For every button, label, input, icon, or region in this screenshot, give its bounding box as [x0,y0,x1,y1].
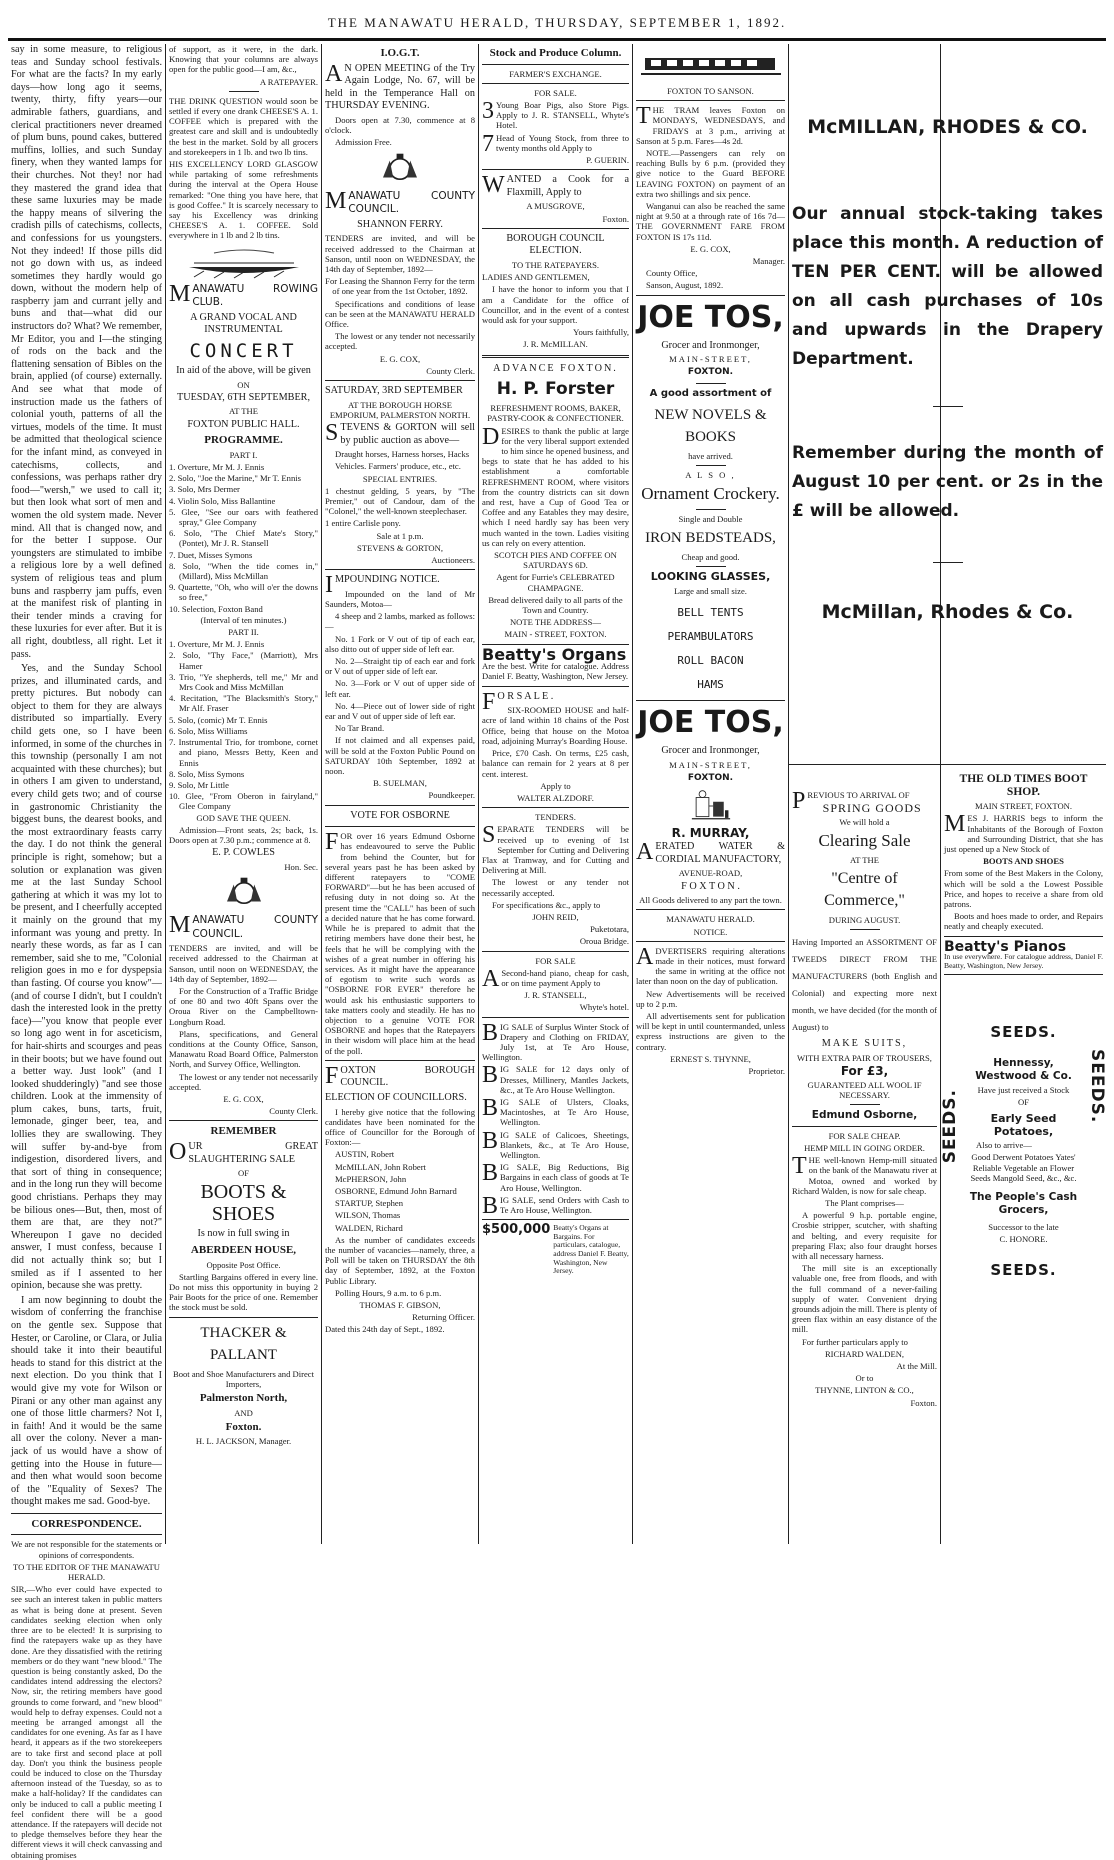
list-item: 8. Solo, Miss Symons [169,768,245,779]
joe-tos-town: FOXTON. [687,367,734,378]
ad-text: Opposite Post Office. [206,1259,281,1270]
joe-tos-subtitle: Grocer and Ironmonger, [661,339,760,351]
tender-text: EPARATE TENDERS will be received up to evening of 1st September for Cutting and Delivering Flax at Tramway, and for Cutting and Delivering at Mill. [482,824,629,876]
ad-text: Good Derwent Potatoes Yates' Reliable Vegetable an Flower Seeds Mangold Seed, &c., &c. [970,1152,1077,1183]
signature: E. G. COX, [690,243,731,254]
old-times-text: ES J. HARRIS begs to inform the Inhabitants of the Borough of Foxton and Surrounding District, that she has just opened up a New Stock of [944,813,1103,854]
tender-text: The lowest or any tender not necessarily accepted. [482,877,629,898]
list-item: 4. Violin Solo, Miss Ballantine [169,495,276,506]
election-text: I have the honor to inform you that I am a Candidate for the office of Councillor, and in the event of a contest would ask for your support. [482,284,629,326]
concert-date: TUESDAY, 6TH SEPTEMBER, [176,391,311,403]
murray-subtitle: ERATED WATER & CORDIAL MANUFACTORY, [655,841,785,865]
election-heading: BOROUGH COUNCIL ELECTION. [506,232,605,257]
impounding-text: No. 1 Fork or V out of tip of each ear, also ditto out of upper side of left ear. [325,633,475,654]
signature-title: Manager. [752,256,785,267]
signature: A RATEPAYER. [259,76,318,87]
auction-subheading: SPECIAL ENTRIES. [362,473,438,484]
spring-goods: SPRING GOODS [822,801,922,816]
clearing-sale-title: Clearing Sale [818,831,911,850]
list-item: WALDEN, Richard [335,1222,403,1233]
list-item: 5. Glee, "See our oars with feathered spray," Glee Company [169,506,318,528]
tender-text: The lowest or any tender not necessarily accepted. [169,1071,318,1092]
coat-of-arms-icon [214,876,274,910]
ad-item: PERAMBULATORS [667,630,754,644]
list-item: 9. Solo, Mr Little [169,779,229,790]
signature-title: Proprietor. [748,1066,785,1077]
list-item: 1. Overture, Mr M. J. Ennis [169,639,265,650]
old-times-heading: THE OLD TIMES BOOT SHOP. [959,773,1088,798]
old-times-text: From some of the Best Makers in the Colony, which will be sold a the Lowest Possible Price, and hopes to receive a share from old patrons. [944,868,1103,910]
programme-heading: PROGRAMME. [204,434,283,447]
election-text: Yours faithfully, [573,327,629,338]
election-text: Polling Hours, 9 a.m. to 6 p.m. [335,1287,442,1298]
tram-heading: FOXTON TO SANSON. [667,86,754,96]
for-sale-heading: O R S A L E . [497,690,554,702]
drop-cap: M [169,280,191,307]
ad-text: We will hold a [839,816,890,827]
hennessy-title: Hennessy, Westwood & Co. [975,1057,1072,1082]
divider [11,1513,162,1514]
notice-text: All advertisements sent for publication will be kept in until countermanded, unless express instructions are given to the contrary. [636,1011,785,1052]
auction-item: Vehicles. Farmers' produce, etc., etc. [335,461,461,472]
election-text: I hereby give notice that the following candidates have been nominated for the office of Councillor for the Borough of Foxton:— [325,1106,475,1148]
signature-title: Hon. Sec. [284,861,318,872]
list-item: 7. Instrumental Trio, for trombone, cornet and piano, Messrs Betty, Keen and Ennis [169,737,318,768]
big-sale-text: IG SALE of Surplus Winter Stock of Drapery and Clothing on FRIDAY, July 1st, at Te Aro House, Wellington. [482,1021,629,1063]
forster-subtitle: REFRESHMENT ROOMS, BAKER, PASTRY-COOK & CONFECTIONER. [487,403,624,424]
aerated-water-machine-icon [656,789,766,823]
concert-text: In aid of the above, will be given [176,365,311,377]
list-item: WILSON, Thomas [335,1210,401,1221]
joe-tos-address: MAIN-STREET, [669,354,752,365]
signature: J. R. McMILLAN. [523,339,588,350]
tenders-heading: TENDERS. [535,812,576,823]
forster-text: NOTE THE ADDRESS— [509,617,602,628]
list-item: 2. Solo, "Joe the Marine," Mr T. Ennis [169,473,302,484]
list-item: 2. Solo, "Thy Face," (Marriott), Mrs Hamer [169,650,318,671]
centre-title: "Centre of Commerce," [824,870,905,910]
signature: STEVENS & GORTON, [357,542,443,553]
hemp-heading: HEMP MILL IN GOING ORDER. [804,1143,925,1153]
notice-heading: NOTICE. [693,926,728,937]
mcmillan-title: McMillan, Rhodes & Co. [821,601,1074,623]
part-heading: PART I. [229,449,258,460]
mcmillan-text: Remember during the month of August 10 per cent. or 2s in the £ will be allowed. [792,443,1103,521]
seeds-title: SEEDS. [990,1260,1057,1279]
ad-text: Single and Double [678,514,743,525]
council-heading: ANAWATU COUNTY COUNCIL. [192,913,318,940]
tender-text: For Leasing the Shannon Ferry for the term of one year from the 1st October, 1892. [325,276,475,297]
tender-text: The lowest or any tender not necessarily accepted. [325,331,475,352]
auction-text: Sale at 1 p.m. [376,530,424,541]
tender-text: TENDERS are invited, and will be received addressed to the Chairman at Sanson, until noon on WEDNESDAY, the 14th day of September, 1892— [325,233,475,274]
column-2: of support, as it were, in the dark. Knowing that your columns are always open for the public good—I am, &c., A RATEPAYER. THE DRINK QUESTION would soon be settled if every one drank CHEESE'S A. 1. COFFEE which is prepared with the greatest care and skill and is undoubtedly the best in the market. Sold by all grocers and storekeepers in 1 lb. and two lb tins. HIS EXCELLENCY LORD GLASGOW while partaking of some refreshments during the interval at the Opera House remarked: "One thing you have here, that is good Coffee." It is scarcely necessary to say his Excellency was drinking CHEESE'S A. 1. COFFEE. Sold everywhere in 1 lb and 2 lb tins. MANAWATU ROWING CLUB. A GRAND VOCAL AND INSTRUMENTAL CONCERT In aid of the above, will be given ON TUESDAY, 6TH SEPTEMBER, AT THE FOXTON PUBLIC HALL. PROGRAMME. PART I. 1. Overture, Mr M. J. Ennis 2. Solo, "Joe the Marine," Mr T. Ennis 3. Solo, Mrs Dermer 4. Violin Solo, Miss Ballantine 5. Glee, "See our oars with feathered spray," Glee Company 6. Solo, "The Chief Mate's Story," (Pontet), Mr J. R. Stansell 7. Duet, Misses Symons 8. Solo, "When the tide comes in," (Millard), Miss McMillan 9. Quartette, "Oh, who will o'er the downs so free," 10. Selection, Foxton Band (Interval of ten minutes.) PART II. 1. Overture, Mr M. J. Ennis 2. Solo, "Thy Face," (Marriott), Mrs Hamer 3. Trio, "Ye shepherds, tell me," Mr and Mrs Cook and Miss McMillan 4. Recitation, "The Blacksmith's Story," Mr Alf. Fraser 5. Solo, (comic) Mr T. Ennis 6. Solo, Miss Williams 7. Instrumental Trio, for trombone, cornet and piano, Messrs Betty, Keen and Ennis 8. Solo, Miss Symons 9. Solo, Mr Little 10. Glee, "From Oberon in fairyland," Glee Company GOD SAVE THE QUEEN. Admission—Front seats, 2s; back, 1s. Doors open at 7.30 p.m.; commence at 8. E. P. COWLES Hon. Sec. MANAWATU COUNTY COUNCIL. TENDERS are invited, and will be received addressed to the Chairman at Sanson, until noon on WEDNESDAY, the 14th day of September, 1892— For the Construction of a Traffic Bridge of one 80 and two 40ft Spans over the Oroua River on the Campbelltown-Longburn Road. Plans, specifications, and General conditions at the County Office, Sanson, Manawatu Road Board Office, Palmerston North, and Survey Office, Wellington. The lowest or any tender not necessarily accepted. E. G. COX, County Clerk. REMEMBER OUR GREAT SLAUGHTERING SALE OF BOOTS & SHOES Is now in full swing in ABERDEEN HOUSE, Opposite Post Office. Startling Bargains offered in every line. Do not miss this opportunity in buying 2 Pair Boots for the price of one. Remember the stock must be sold. THACKER & PALLANT Boot and Shoe Manufacturers and Direct Importers, Palmerston North, AND Foxton. H. L. JACKSON, Manager. [169,44,318,1447]
ad-text: OF [238,1168,249,1179]
forster-text: Agent for Furrie's CELEBRATED CHAMPAGNE. [496,572,615,593]
ad-text: Have just received a Stock [977,1084,1070,1095]
ad-text: C. HONORE. [999,1234,1048,1245]
ad-item: ROLL BACON [677,654,744,668]
notice-text: New Advertisements will be received up to 2 p.m. [636,988,785,1009]
ad-text: Successor to the late [988,1222,1059,1233]
forster-text: SCOTCH PIES AND COFFEE ON SATURDAYS 6D. [494,550,617,571]
list-item: 6. Solo, "The Chief Mate's Story," (Pontet), Mr J. R. Stansell [169,528,318,549]
column-1 [8,44,165,1860]
signature-title: Auctioneers. [431,555,475,566]
signature-title: At the Mill. [896,1361,937,1372]
hemp-text: HE well-known Hemp-mill situated on the bank of the Manawatu river at Motoa, owned and worked by Richard Walden, is now for sale cheap. [792,1155,937,1196]
ad-text: OF [1018,1096,1029,1107]
list-item: 3. Trio, "Ye shepherds, tell me," Mr and Mrs Cook and Miss McMillan [169,671,318,693]
signature-title: Poundkeeper. [428,790,475,801]
seeds-vertical-label: SEEDS. [1087,1049,1107,1124]
auction-venue: AT THE BOROUGH HORSE EMPORIUM, PALMERSTON NORTH. [329,399,471,420]
election-subheading: TO THE RATEPAYERS. [511,260,600,270]
impounding-text: No Tar Brand. [335,723,385,734]
hemp-text: The mill site is an exceptionally valuable one, free from floods, and with the full command of a never-failing supply of water. Convenient drying grounds adjoin the mill. There is plenty of green flax within an easy distance of the mill. [792,1263,937,1335]
signature: E. G. COX, [223,1093,264,1104]
meeting-text: N OPEN MEETING of the Try Again Lodge, No. 67, will be held in the Temperance Hall on THURSDAY EVENING. [325,62,475,112]
ad-text: A L S O , [685,469,736,480]
impounding-text: Impounded on the land of Mr Saunders, Motoa— [325,588,475,610]
vote-heading: VOTE FOR OSBORNE [350,809,450,821]
election-heading: ELECTION OF COUNCILLORS. [325,1091,467,1103]
joe-tos-address: MAIN-STREET, [669,759,752,770]
boots-shoes-title: BOOTS & SHOES [200,1181,287,1226]
signature: JOHN REID, [532,911,579,922]
beatty-organs-title: Beatty's Organs [482,644,627,664]
ad-text: Is now in full swing in [197,1228,290,1240]
signature-title: Returning Officer. [412,1312,475,1323]
ad-text: GUARANTEED ALL WOOL IF NECESSARY. [807,1079,922,1100]
list-item: 10. Selection, Foxton Band [169,603,263,614]
coffee-ad: THE DRINK QUESTION would soon be settled if every one drank CHEESE'S A. 1. COFFEE which is prepared with the greatest care and skill and is undoubtedly the best in the market. Sold by all grocers and storekeepers in 1 lb. and two lb tins. [169,95,318,157]
store-location: Palmerston North, [199,1391,288,1404]
auction-date: SATURDAY, 3RD SEPTEMBER [325,385,463,396]
old-times-text: Boots and hoes made to order, and Repairs neatly and cheaply executed. [944,911,1103,932]
novels-title: NEW NOVELS & BOOKS [654,406,767,445]
mcmillan-text: Our annual stock-taking takes place this month. A reduction of TEN PER CENT. will be allowed on all cash purchases of 10s and upwards in the Drapery Department. [792,204,1103,369]
election-text: LADIES AND GENTLEMEN, [482,272,590,283]
big-sale-text: IG SALE of Calicoes, Sheetings, Blankets, &c., at Te Aro House, Wellington. [500,1129,629,1160]
column-7: THE OLD TIMES BOOT SHOP. MAIN STREET, FOXTON. MES J. HARRIS begs to inform the Inhabitants of the Borough of Foxton and Surrounding District, that she has just opened up a New Stock of BOOTS AND SHOES From some of the Best Makers in the Colony, which will be sold a the Lowest Possible Price, and hopes to receive a share from old patrons. Boots and hoes made to order, and Repairs neatly and cheaply executed. Beatty's Pianos In use everywhere. For catalogue address, Daniel F. Beatty, Washington, New Jersey. SEEDS. SEEDS. SEEDS. Hennessy, Westwood & Co. Have just received a Stock OF Early Seed Potatoes, Also to arrive— Good Derwent Potatoes Yates' Reliable Vegetable an Flower Seeds Mangold Seed, &c., &c. The People's Cash Grocers, Successor to the late C. HONORE. SEEDS. [941,770,1106,1544]
signature-title: Foxton. [602,213,629,224]
concert-title: CONCERT [189,340,298,363]
programme-list [169,462,318,614]
big-sale-text: IG SALE, Big Reductions, Big Bargains in each class of goods at Te Aro House, Wellington. [500,1162,629,1193]
signature: ERNEST S. THYNNE, [670,1053,751,1064]
impounding-text: 4 sheep and 2 lambs, marked as follows:— [325,611,475,632]
ferry-heading: SHANNON FERRY. [357,218,443,230]
concert-subheading: A GRAND VOCAL AND INSTRUMENTAL [190,311,297,336]
programme-list [169,639,318,811]
grocers-title: The People's Cash Grocers, [969,1191,1078,1216]
stock-text: Young Boar Pigs, also Store Pigs. Apply to J. R. STANSELL, Whyte's Hotel. [496,100,629,131]
anthem: GOD SAVE THE QUEEN. [196,812,291,823]
joe-tos-title: JOE TOS, [637,299,784,335]
council-heading: ANAWATU COUNTY COUNCIL. [348,189,475,216]
list-item: 7. Duet, Misses Symons [169,549,253,560]
list-item: 4. Recitation, "The Blacksmith's Story," Mr Alf. Fraser [169,693,318,714]
house-text: Price, £70 Cash. On terms, £25 cash, balance can remain for 2 years at 8 per cent. interest. [482,748,629,779]
ad-text: A good assortment of [649,388,772,400]
list-item: 6. Solo, Miss Williams [169,725,248,736]
page-header-title: THE MANAWATU HERALD, THURSDAY, SEPTEMBER 1, 1892. [327,15,787,30]
signature-title: Puketotara, [590,924,629,935]
header-rule [8,38,1106,41]
forster-text: ESIRES to thank the public at large for the very liberal support extended to him since he opened business, and begs to state that he has added to his establishment a comfortable REFRESHMENT ROOM, where visitors from the country districts can sit down and rest, have a Cup of Good Tea or Coffee and any Eatables they may desire, which I need hardly say has been very much wanted in the town. Ladies visiting us can rely on every attention. [482,425,629,548]
signature-title: County Clerk. [426,365,475,376]
hemp-text: The Plant comprises— [825,1198,904,1209]
column-6: PREVIOUS TO ARRIVAL OF SPRING GOODS We will hold a Clearing Sale AT THE "Centre of Commerce," DURING AUGUST. Having Imported an ASSORTMENT OF TWEEDS DIRECT FROM THE MANUFACTURERS (both English and Colonial) and expecting more next month, we have decided (for the month of August) to MAKE SUITS, WITH EXTRA PAIR OF TROUSERS, For £3, GUARANTEED ALL WOOL IF NECESSARY. Edmund Osborne, FOR SALE CHEAP. HEMP MILL IN GOING ORDER. THE well-known Hemp-mill situated on the bank of the Manawatu river at Motoa, owned and worked by Richard Walden, is now for sale cheap. The Plant comprises— A powerful 9 h.p. portable engine, Crosbie stripper, scutcher, with shafting and belting, and every requisite for preparing Flax; also four draught horses with all necessary harness. The mill site is an exceptionally valuable one, free from floods, and with the full command of a never-failing supply of water. Convenient drying grounds adjoin the mill. There is plenty of green flax within an easy distance of the mill. For further particulars apply to RICHARD WALDEN, At the Mill. Or to THYNNE, LINTON & CO., Foxton. [792,788,937,1408]
seeds-vertical-label: SEEDS. [940,1089,960,1164]
letter-address: TO THE EDITOR OF THE MANAWATU HERALD. [13,1561,160,1583]
signature: P. GUERIN. [586,155,629,166]
ad-text: All Goods delivered to any part the town. [639,895,782,906]
tender-text: For specifications &c., apply to [492,899,601,910]
for-sale-heading: FOR SALE CHEAP. [828,1130,901,1141]
concert-venue: FOXTON PUBLIC HALL. [187,418,300,430]
signature: E. G. COX, [379,353,421,364]
signature: A MUSGROVE, [526,201,585,212]
list-item: 9. Quartette, "Oh, who will o'er the downs so free," [169,582,318,603]
admission-text: Admission—Front seats, 2s; back, 1s. Doors open at 7.30 p.m.; commence at 8. [169,824,318,845]
sale-heading: UR GREAT SLAUGHTERING SALE [188,1140,318,1165]
joe-tos-subtitle: Grocer and Ironmonger, [661,745,760,757]
seeds-ad [940,979,1107,1399]
tram-icon [641,48,781,82]
ad-text: Startling Bargains offered in every line. Do not miss this opportunity in buying 2 Pair Boots for the price of one. Remember the stock must be sold. [169,1271,318,1313]
impounding-text: No. 2—Straight tip of each ear and fork or V out of upper side of left ear. [325,656,475,677]
forster-address: MAIN - STREET, FOXTON. [504,629,607,640]
iogt-heading: I.O.G.T. [380,47,420,59]
stock-text: Head of Young Stock, from three to twenty months old Apply to [496,132,629,153]
signature: THYNNE, LINTON & CO., [815,1385,914,1396]
exchange-heading: FARMER'S EXCHANGE. [509,68,602,79]
herald-heading: MANAWATU HERALD. [666,914,755,925]
signature-title: Whyte's hotel. [579,1002,629,1013]
ad-item: HAMS [697,678,724,692]
ad-heading: ADVANCE FOXTON. [493,362,618,374]
concert-text: ON [237,379,250,390]
letter-body: SIR,—Who ever could have expected to see such an interest taken in public matters as what is being done at present. Seven candidates seeking election when only three are to be elected! It is surprising to find the ratepayers wake up as they have done. Are they dissatisfied with the retiring members or do they want "new blood." The question is being constantly asked, Do the candidates intend addressing the electors? Now, sir, the retiring members have good grounds to come forward, and "new blood" would help to defray expenses. Could not a meeting be arranged amongst all the candidates for one evening. As far as I have heard, it appears as if the two storekeepers are to take first and second place at poll day. Don't you think the business people could be induced to close on the Thursday afternoon instead of the Tuesday, so as to make a half-holiday? If the candidates can only be induced to call a public meeting I feel confident there will be a good attendance. If the ratepayers will decide not to pledge themselves before they hear the different views it will check canvassing and obtaining promises [11,1584,162,1860]
edmund-osborne-title: Edmund Osborne, [811,1109,918,1122]
list-item: OSBORNE, Edmund John Barnard [335,1185,457,1196]
ad-text: have arrived. [688,450,733,461]
election-text: As the number of candidates exceeds the number of vacancies—namely, three, a Poll will be taken on THURSDAY the 8th day of September, 1892, at the Foxton Public Library. [325,1234,475,1286]
tram-text: Wanganui can also be reached the same night at 9.50 at a through rate of 16s 7d—THE GOVERNMENT FARE FROM FOXTON IS 17s 11d. [636,201,785,242]
notice-text: DVERTISERS requiring alterations made in their notices, must forward the same in writing at the office not later than noon on the day of publication. [636,945,785,987]
big-sale-text: IG SALE for 12 days only of Dresses, Millinery, Mantles Jackets, &c., at Te Aro House Wellington. [500,1064,629,1095]
signature: RICHARD WALDEN, [824,1348,905,1359]
essay-paragraph: say in some measure, to religious teas and Sunday school festivals. For what are the facts? In my early days—how long ago it seems, twenty, thirty, fifty years—our admirable fathers, guardians, and clerical practitioners never dreamed of plum buns, pound cakes, buttered muffins, lollies, and such Sunday finery, when they wanted lamps for their churches. Not they! nor had they mastered the grand idea that these same luxuries may be made the happy means of silvering the cradish pills of catechisms, collects, and confessions for us youngsters. Not they indeed! If those pills did not go down with us, as indeed sometimes they hardly would go down, without the modern help of raspberry jam and currant jelly and buns and that—what did our instructors do? What? We remember, Mr Editor, you and I—the stinging of rods on the back and the flattening sensation of Bibles on the brain, applied (of course) externally. And see what that mode of instruction made us the fathers of colonial youth, patterns of all the virtues, models of the time. It must be admitted that theological science for the infant mind, as conveyed in catechisms, collects, and confessions, was perhaps rather dry food—"wersh," we used to call it; but then look what sort of men and women the old system made. Never mind. All that is changed now, and for the better I suppose. Our youngsters are stimulated to imbibe a religious lore by a well defined system of religious teas and plum buns and raspberry jam puffs, even at the manifest risk of planting in their tender minds a craving for these luxuries for ever after. But it is all right, doubtless, all right. Let it pass. [11,44,162,660]
crockery-title: Ornament Crockery. [641,484,780,504]
correspondence-heading: CORRESPONDENCE. [31,1517,142,1530]
auction-item: Draught horses, Harness horses, Hacks [335,449,470,460]
column-3: I.O.G.T. A N OPEN MEETING of the Try Again Lodge, No. 67, will be held in the Temperance Hall on THURSDAY EVENING. Doors open at 7.30, commence at 8 o'clock. Admission Free. MANAWATU COUNTY COUNCIL. SHANNON FERRY. TENDERS are invited, and will be received addressed to the Chairman at Sanson, until noon on WEDNESDAY, the 14th day of September, 1892— For Leasing the Shannon Ferry for the term of one year from the 1st October, 1892. Specifications and conditions of lease can be seen at the MANAWATU HERALD Office. The lowest or any tender not necessarily accepted. E. G. COX, County Clerk. SATURDAY, 3RD SEPTEMBER AT THE BOROUGH HORSE EMPORIUM, PALMERSTON NORTH. STEVENS & GORTON will sell by public auction as above— Draught horses, Harness horses, Hacks Vehicles. Farmers' produce, etc., etc. SPECIAL ENTRIES. 1 chestnut gelding, 5 years, by "The Premier," out of Candour, dam of the "Colonel," the well-known steeplechaser. 1 entire Carlisle pony. Sale at 1 p.m. STEVENS & GORTON, Auctioneers. IMPOUNDING NOTICE. Impounded on the land of Mr Saunders, Motoa— 4 sheep and 2 lambs, marked as follows:— No. 1 Fork or V out of tip of each ear, also ditto out of upper side of left ear. No. 2—Straight tip of each ear and fork or V out of upper side of left ear. No. 3—Fork or V out of upper side of left ear. No. 4—Piece out of lower side of right ear and V out of upper side of left ear. No Tar Brand. If not claimed and all expenses paid, will be sold at the Foxton Public Pound on SATURDAY 10th September, 1892 at noon. B. SUELMAN, Poundkeeper. VOTE FOR OSBORNE FOR over 16 years Edmund Osborne has endeavoured to serve the Public from behind the Counter, but for several years past he has been asked by different ratepayers to "COME FORWARD"—but he has been accused of refusing duty in not doing so. At the present time the "CALL" has been of such a decided nature that he has come forward. While he is prepared to admit that the retiring members have done their best, he feels that he will be complying with the wishes of a great number in offering his services. As it might have the appearance of egotism to write such words as "OSBORNE FOR EVER" therefore he would ask his enthusiastic supporters to take matters cooly and steadily. He has no objection to a genuine VOTE FOR OSBORNE and hopes that the Ratepayers in their wisdom will place him at the head of the poll. FOXTON BOROUGH COUNCIL. ELECTION OF COUNCILLORS. I hereby give notice that the following candidates have been nominated for the office of Councillor for the Borough of Foxton:— AUSTIN, Robert McMILLAN, John Robert McPHERSON, John OSBORNE, Edmund John Barnard STARTUP, Stephen WILSON, Thomas WALDEN, Richard As the number of candidates exceeds the number of vacancies—namely, three, a Poll will be taken on THURSDAY the 8th day of September, 1892, at the Foxton Public Library. Polling Hours, 9 a.m. to 6 p.m. THOMAS F. GIBSON, Returning Officer. Dated this 24th day of Sept., 1892. [325,47,475,1335]
list-item: 8. Solo, "When the tide comes in," (Millard), Miss McMillan [169,560,318,582]
list-item: 3. Solo, Mrs Dermer [169,484,240,495]
list-item: McPHERSON, John [335,1173,407,1184]
column-4: Stock and Produce Column. FARMER'S EXCHANGE. FOR SALE. 3 Young Boar Pigs, also Store Pigs. Apply to J. R. STANSELL, Whyte's Hotel. 7 Head of Young Stock, from three to twenty months old Apply to P. GUERIN. WANTED a Cook for a Flaxmill, Apply to A MUSGROVE, Foxton. BOROUGH COUNCIL ELECTION. TO THE RATEPAYERS. LADIES AND GENTLEMEN, I have the honor to inform you that I am a Candidate for the office of Councillor, and in the event of a contest would ask for your support. Yours faithfully, J. R. McMILLAN. ADVANCE FOXTON. H. P. Forster REFRESHMENT ROOMS, BAKER, PASTRY-COOK & CONFECTIONER. DESIRES to thank the public at large for the very liberal support extended to him since he opened business, and begs to state that he has added to his establishment a comfortable REFRESHMENT ROOM, where visitors from the country districts can sit down and rest, have a Cup of Good Tea or Coffee and any Eatables they may desire, which I need hardly say has been very much wanted in the town. Ladies visiting us can rely on every attention. SCOTCH PIES AND COFFEE ON SATURDAYS 6D. Agent for Furrie's CELEBRATED CHAMPAGNE. Bread delivered daily to all parts of the Town and Country. NOTE THE ADDRESS— MAIN - STREET, FOXTON. Beatty's Organs Are the best. Write for catalogue. Address Daniel F. Beatty, Washington, New Jersey. F O R S A L E . SIX-ROOMED HOUSE and half-acre of land within 18 chains of the Post Office, being that house on the Motoa road, adjoining Murray's Boarding House. Price, £70 Cash. On terms, £25 cash, balance can remain for 2 years at 8 per cent. interest. Apply to WALTER ALZDORF. TENDERS. SEPARATE TENDERS will be received up to evening of 1st September for Cutting and Delivering Flax at Tramway, and for Cutting and Delivering at Mill. The lowest or any tender not necessarily accepted. For specifications &c., apply to JOHN REID, Puketotara, Oroua Bridge. FOR SALE A Second-hand piano, cheap for cash, or on time payment Apply to J. R. STANSELL, Whyte's hotel. BIG SALE of Surplus Winter Stock of Drapery and Clothing on FRIDAY, July 1st, at Te Aro House, Wellington. BIG SALE for 12 days only of Dresses, Millinery, Mantles Jackets, &c., at Te Aro House Wellington. BIG SALE of Ulsters, Cloaks, Macintoshes, at Te Aro House, Wellington. BIG SALE of Calicoes, Sheetings, Blankets, &c., at Te Aro House, Wellington. BIG SALE, Big Reductions, Big Bargains in each class of goods at Te Aro House, Wellington. BIG SALE, send Orders with Cash to Te Aro House, Wellington. $500,000 Beatty's Organs at Bargains. For particulars, catalogue, address Daniel F. Beatty, Washington, New Jersey. [482,47,629,1276]
potatoes-title: Early Seed Potatoes, [990,1112,1057,1138]
election-text: OR over 16 years Edmund Osborne has endeavoured to serve the Public from behind the Counter, but for several years past he has been asked by different ratepayers to "COME FORWARD"—but he has been accused of refusing duty in not doing so. At the present time the "CALL" has been of such a decided nature that he has come forward. While he is prepared to admit that the retiring members have done their best, he feels that he will be complying with the wishes of a great number in offering his services. As it might have the appearance of egotism to write such words as "OSBORNE FOR EVER" therefore he would ask his enthusiastic supporters to take matters cooly and steadily. He has no objection to a genuine VOTE FOR OSBORNE and hopes that the Ratepayers in their wisdom will place him at the head of the poll. [325,831,475,1056]
list-item: AUSTIN, Robert [335,1149,395,1160]
signature: H. L. JACKSON, Manager. [195,1436,292,1447]
mcmillan-title: McMILLAN, RHODES & CO. [807,116,1088,138]
store-name: ABERDEEN HOUSE, [190,1243,297,1256]
list-item: 1. Overture, Mr M. J. Ennis [169,462,265,473]
impounding-text: If not claimed and all expenses paid, will be sold at the Foxton Public Pound on SATURDAY 10th September, 1892 at noon. [325,735,475,777]
stock-column-heading: Stock and Produce Column. [489,47,622,59]
house-text: SIX-ROOMED HOUSE and half-acre of land within 18 chains of the Post Office, being that house on the Motoa road, adjoining Murray's Boarding House. [482,705,629,746]
club-heading: ANAWATU ROWING CLUB. [192,282,318,309]
auction-item: 1 entire Carlisle pony. [325,518,401,529]
part-heading: PART II. [228,627,259,638]
murray-town: F O X T O N . [681,880,740,892]
coffee-ad: HIS EXCELLENCY LORD GLASGOW while partaking of some refreshments during the interval at the Opera House remarked: "One thing you have here, that is good Coffee." It is scarcely necessary to say his Excellency was drinking CHEESE'S A. 1. COFFEE. Sold everywhere in 1 lb and 2 lb tins. [169,159,318,241]
rowing-boat-icon [184,245,304,279]
list-item: 10. Glee, "From Oberon in fairyland," Glee Company [169,791,318,812]
concert-text: AT THE [228,406,259,417]
tender-text: Specifications and conditions of lease can be seen at the MANAWATU HERALD Office. [325,298,475,329]
divider [789,764,1106,765]
candidate-list [325,1149,475,1232]
masthead [0,0,1114,44]
store-location: Foxton. [225,1420,262,1433]
impounding-text: No. 4—Piece out of lower side of right ear and V out of upper side of left ear. [325,700,475,722]
tender-text: Plans, specifications, and General conditions at the County Office, Sanson, Manawatu Road Board Office, Palmerston North, and Survey Office, Wellington. [169,1028,318,1070]
list-item: STARTUP, Stephen [335,1198,404,1209]
ad-text: Boot and Shoe Manufacturers and Direct Importers, [172,1368,315,1389]
divider [11,1534,162,1535]
murray-title: R. MURRAY, [671,825,750,840]
hemp-text: A powerful 9 h.p. portable engine, Crosbie stripper, scutcher, with shafting and belting, and every requisite for preparing Flax; also four draught horses with all necessary harness. [792,1210,937,1262]
auction-item: 1 chestnut gelding, 5 years, by "The Premier," out of Candour, dam of the "Colonel," the well-known steeplechaser. [325,485,475,517]
beatty-text: Beatty's Organs at Bargains. For particulars, catalogue, address Daniel F. Beatty, Washington, New Jersey. [553,1223,629,1276]
forster-text: Bread delivered daily to all parts of the Town and Country. [488,594,623,616]
coat-of-arms-icon [370,152,430,186]
signature: WALTER ALZDORF. [517,792,594,803]
hemp-text: Or to [855,1373,874,1384]
impounding-heading: MPOUNDING NOTICE. [335,574,440,586]
price-title: For £3, [840,1064,889,1079]
essay-paragraph: Yes, and the Sunday School prizes, and illuminated cards, and pretty pictures. But nobody can object to them for they are always distributed so impartially. Every child gets one, so I have been informed, in some of the churches in this township (personally I am not acquainted with these churches); but in others I am given to understand, every child gets two; and of course in gastronomic Christianity the biggest buns, the dearest books, and the most extraordinary feasts carry the day. I do not think the general principle is right, somehow; but a solution or explanation was given me at the last Sunday School gathering at which it was my lot to be present, and I cheerfully accepted it mainly on the ground that my informant was young and pretty. In nearly these words, as far as I can remember, said she to me, "Colonial religion goes in mo e for dyspepsia than fasting. Of course you know"—(and of course I didn't, but I couldn't dash the interested look in the pretty face)—"you know that people ever so long ago went in for asceticism, for hair-shirts and scourges and peas in their boots; but we have found out a better way. Just look" (and I looked shudderingly) "and see those children. Look at the immensity of plum cakes, buns, tarts, fruit, lemonade, ginger beer, tea, and lollies they are swallowing. They will suffer by-and-bye from indigestion, disordered livers, and that sort of thing in consequence; and in the long run they will become good christians. Perhaps they may be bilious ones—But, then, most of them are that, are they not?" Whereupon I gave no decided answer, I must confess, because I did not actually think so; but I smiled as if I assented to her opinion, because she was pretty. [11,663,162,1292]
bedsteads-title: IRON BEDSTEADS, [645,530,776,547]
meeting-text: Doors open at 7.30, commence at 8 o'clock. [325,114,475,136]
ad-text: DURING AUGUST. [828,915,901,926]
council-heading: OXTON BOROUGH COUNCIL. [340,1064,475,1089]
big-sale-text: IG SALE of Ulsters, Cloaks, Macintoshes, at Te Aro House, Wellington. [500,1096,629,1128]
joe-tos-town: FOXTON. [687,773,734,784]
signature: J. R. STANSELL, [524,990,587,1001]
disclaimer: We are not responsible for the statements or opinions of correspondents. [11,1539,162,1560]
osborne-heading: REVIOUS TO ARRIVAL OF [807,790,910,800]
suits-title: MAKE SUITS, [821,1038,908,1050]
election-text: Dated this 24th day of Sept., 1892. [325,1324,445,1335]
house-text: Apply to [540,780,571,791]
beatty-text: In use everywhere. For catalogue address, Daniel F. Beatty, Washington, New Jersey. [944,952,1103,970]
beatty-pianos-title: Beatty's Pianos [944,938,1067,955]
tender-text: TENDERS are invited, and will be received addressed to the Chairman at Sanson, until noon on WEDNESDAY, the 14th day of September, 1892— [169,943,318,984]
signature: E. P. COWLES [212,847,275,859]
ad-item: BELL TENTS [677,606,744,620]
boots-heading: BOOTS AND SHOES [983,856,1064,867]
big-sale-text: IG SALE, send Orders with Cash to Te Aro House, Wellington. [500,1194,629,1216]
ad-text: Also to arrive— [976,1140,1032,1151]
old-times-address: MAIN STREET, FOXTON. [974,801,1073,812]
tram-text: HE TRAM leaves Foxton on MONDAYS, WEDNESDAYS, and FRIDAYS at 3 p.m., arriving at Sanson at 5 p.m. Fares—4s 2d. [636,105,785,146]
signature-title: County Clerk. [269,1106,318,1117]
meeting-text: Admission Free. [335,137,392,148]
for-sale-heading: FOR SALE [535,955,576,966]
piano-text: Second-hand piano, cheap for cash, or on time payment Apply to [501,967,629,988]
ad-text: Cheap and good. [681,552,740,563]
ad-text: Having Imported an ASSORTMENT OF TWEEDS DIRECT FROM THE MANUFACTURERS (both English and Colonial) and expecting more next month, we have decided (for the month of August) to [792,937,937,1033]
thacker-title: THACKER & PALLANT [200,1324,287,1363]
seeds-title: SEEDS. [990,1023,1057,1042]
forster-title: H. P. Forster [496,379,615,400]
joe-tos-title: JOE TOS, [637,705,784,741]
essay-paragraph: I am now beginning to doubt the wisdom of conferring the franchise on the gentle sex. Suppose that Hester, or Caroline, or Clara, or Julia should take it into their beautiful heads to stand for this district at the next election. Do you think that I would give my vote for Wilson or Pirani or any other man against any one of those little charmers? Not I, in faith! And it would be the same all over the colony. Never a man-jack of us would have a show of getting into the House in future—and then what would soon become of the "Equality of Sexes? The thought makes me sad. Good-bye. [11,1294,162,1508]
list-item: 5. Solo, (comic) Mr T. Ennis [169,714,268,725]
ad-text: AT THE [849,855,880,865]
signature: THOMAS F. GIBSON, [359,1299,441,1310]
hemp-text: For further particulars apply to [802,1336,908,1347]
murray-address: AVENUE-ROAD, [678,868,743,879]
letter-body: of support, as it were, in the dark. Knowing that your columns are always open for the public good—I am, &c., [169,44,318,75]
mcmillan-ad [789,44,1106,764]
signature: B. SUELMAN, [373,778,427,789]
column-5: FOXTON TO SANSON. THE TRAM leaves Foxton on MONDAYS, WEDNESDAYS, and FRIDAYS at 3 p.m., arriving at Sanson at 5 p.m. Fares—4s 2d. NOTE.—Passengers can rely on reaching Bulls by 6 p.m. (provided they give notice to the Guard BEFORE LEAVING FOXTON) on payment of an extra two shillings and six pence. Wanganui can also be reached the same night at 9.50 at a through rate of 16s 7d—THE GOVERNMENT FARE FROM FOXTON IS 17s 11d. E. G. COX, Manager. County Office, Sanson, August, 1892. JOE TOS, Grocer and Ironmonger, MAIN-STREET, FOXTON. A good assortment of NEW NOVELS & BOOKS have arrived. A L S O , Ornament Crockery. Single and Double IRON BEDSTEADS, Cheap and good. LOOKING GLASSES, Large and small size. BELL TENTS PERAMBULATORS ROLL BACON HAMS JOE TOS, Grocer and Ironmonger, MAIN-STREET, FOXTON. R. MURRAY, AERATED WATER & CORDIAL MANUFACTORY, AVENUE-ROAD, F O X T O N . All Goods delivered to any part the town. MANAWATU HERALD. NOTICE. ADVERTISERS requiring alterations made in their notices, must forward the same in writing at the office not later than noon on the day of publication. New Advertisements will be received up to 2 p.m. All advertisements sent for publication will be kept in until countermanded, unless express instructions are given to the contrary. ERNEST S. THYNNE, Proprietor. [633,44,788,1544]
auction-text: TEVENS & GORTON will sell by public auction as above— [340,422,475,446]
tram-text: County Office, [646,268,698,279]
impounding-text: No. 3—Fork or V out of upper side of left ear. [325,678,475,699]
wanted-text: ANTED a Cook for a Flaxmill, Apply to [506,174,629,198]
ad-text: WITH EXTRA PAIR OF TROUSERS, [797,1053,932,1063]
tram-text: NOTE.—Passengers can rely on reaching Bulls by 6 p.m. (provided they give notice to the Guard BEFORE LEAVING FOXTON) on payment of an extra two shillings and six pence. [636,148,785,199]
ad-heading: REMEMBER [210,1125,277,1138]
tram-text: Sanson, August, 1892. [646,280,724,291]
beatty-text: Are the best. Write for catalogue. Address Daniel F. Beatty, Washington, New Jersey. [482,661,629,682]
list-item: McMILLAN, John Robert [335,1161,426,1172]
ad-text: Large and small size. [674,586,747,597]
tender-text: For the Construction of a Traffic Bridge of one 80 and two 40ft Spans over the Oroua River on the Campbelltown-Longburn Road. [169,985,318,1027]
beatty-price: $500,000 [482,1222,551,1238]
signature-title: Oroua Bridge. [579,936,629,947]
interval-note: (Interval of ten minutes.) [200,614,287,625]
ad-text: AND [234,1407,253,1418]
glasses-title: LOOKING GLASSES, [650,570,771,584]
for-sale-heading: FOR SALE. [534,87,577,98]
signature-title: Foxton. [910,1397,937,1408]
